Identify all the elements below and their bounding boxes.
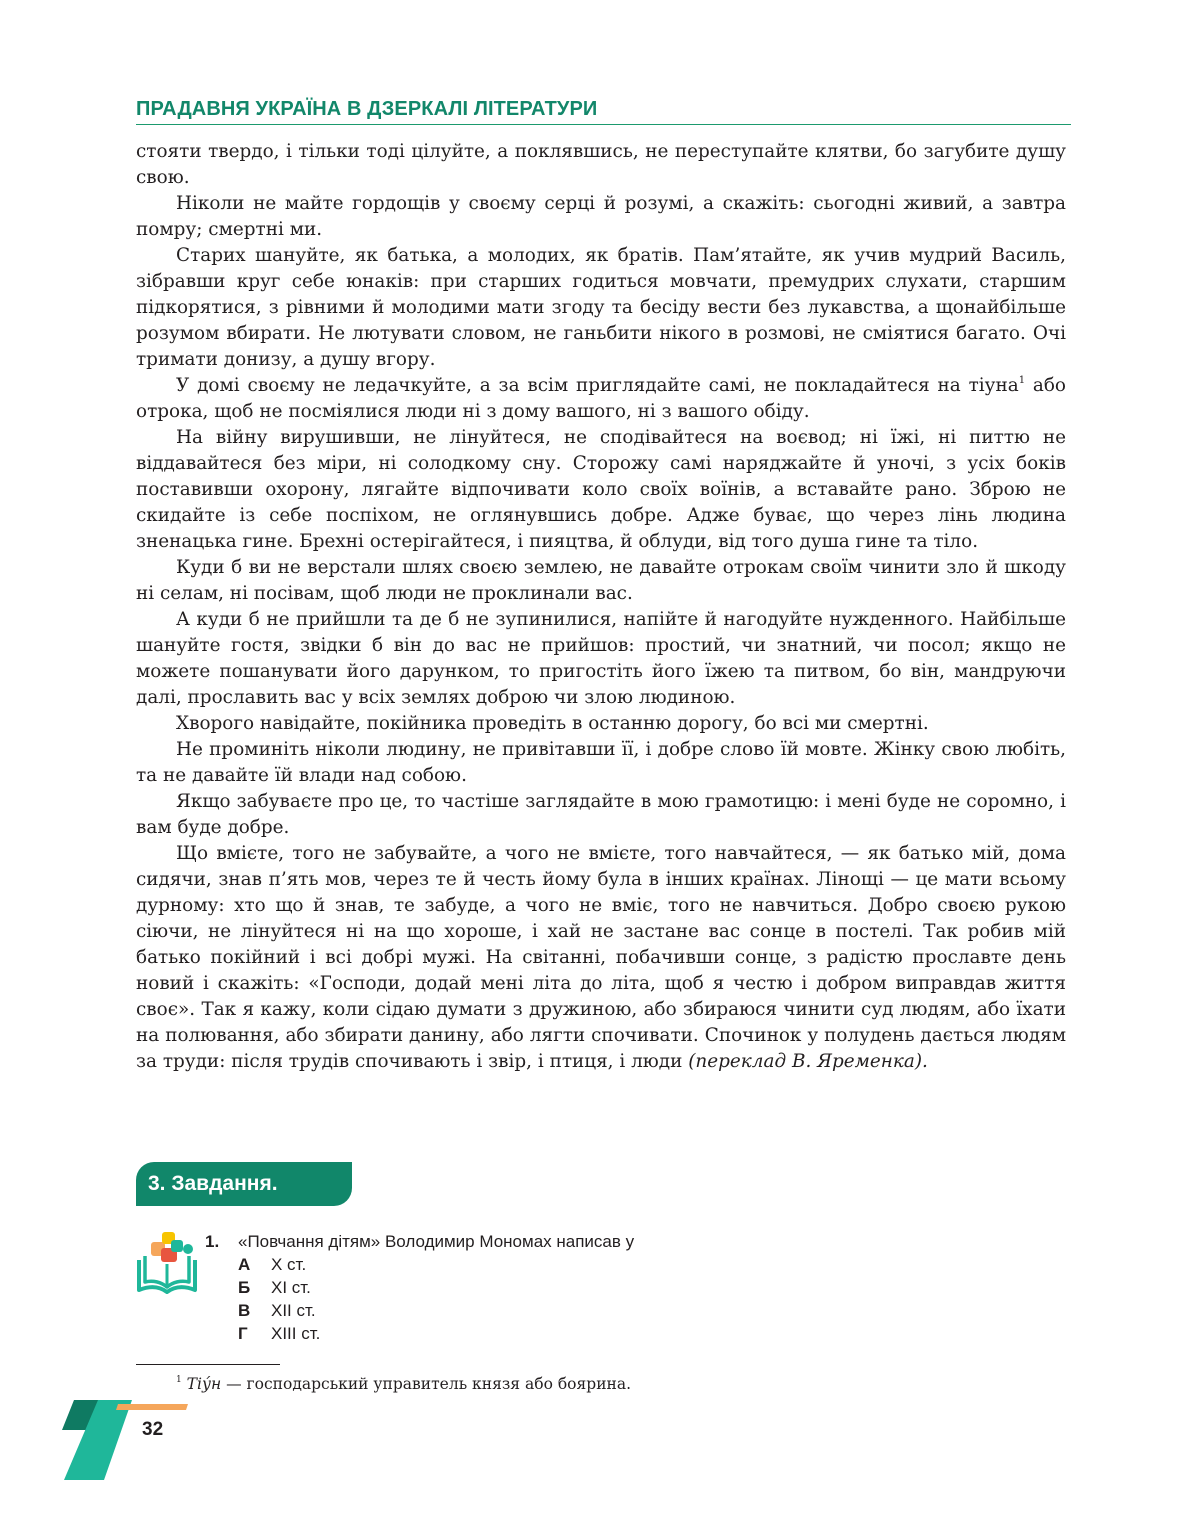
paragraph-11 [136, 841, 1066, 1075]
paragraph-6: Куди б ви не верстали шлях своєю землею, не давайте отрокам своїм чинити зло й шкоду ні селам, ні посівам, щоб люди не проклинали вас. [136, 557, 1066, 604]
option-text: Х ст. [271, 1255, 307, 1274]
running-header-title: ПРАДАВНЯ УКРАЇНА В ДЗЕРКАЛІ ЛІТЕРАТУРИ [136, 98, 598, 120]
main-text [136, 139, 1066, 1075]
running-header [136, 97, 1071, 125]
paragraph-4-part-2: або отрока, щоб не посміялися люди ні з дому вашого, ні з вашого обіду. [136, 375, 1066, 422]
paragraph-4-part-1: У домі своєму не ледачкуйте, а за всім приглядайте самі, не покладайтеся на тіуна [176, 375, 1019, 396]
footnote-mark: 1 [176, 1375, 182, 1385]
paragraph-5: На війну вирушивши, не лінуйтеся, не сподівайтеся на воєвод; ні їжі, ні питтю не віддавайтеся без міри, ні солодкому сну. Сторожу самі наряджайте й уночі, з усіх боків поставивши охорону, лягайте відпочивати коло своїх воїнів, а вставайте рано. Зброю не скидайте із себе поспіхом, не оглянувшись добре. Адже буває, що через лінь людина зненацька гине. Брехні остерігайтеся, і пияцтва, й облуди, від того душа гине та тіло. [136, 427, 1066, 552]
paragraph-7: А куди б не прийшли та де б не зупинилися, напійте й нагодуйте нужденного. Найбільше шануйте гостя, звідки б він до вас не прийшов: простий, чи знатний, чи посол; якщо не можете пошанувати його дарунком, то пригостіть його їжею та питвом, бо він, мандруючи далі, прославить вас у всіх землях доброю чи злою людиною. [136, 609, 1066, 708]
footnote-term: Тіу́н [186, 1375, 222, 1393]
paragraph-8: Хворого навідайте, покійника проведіть в останню дорогу, бо всі ми смертні. [176, 713, 929, 734]
answer-option [238, 1322, 320, 1345]
footnote [176, 1374, 631, 1394]
option-letter: Г [238, 1324, 248, 1343]
option-letter: В [238, 1301, 251, 1320]
paragraph-9: Не проминіть ніколи людину, не привітавши її, і добре слово їй мовте. Жінку свою любіть, та не давайте їй влади над собою. [136, 739, 1066, 786]
paragraph-1: стояти твердо, і тільки тоді цілуйте, а поклявшись, не переступайте клятви, бо загубите душу свою. [136, 141, 1066, 188]
footnote-divider [136, 1364, 280, 1365]
answer-option [238, 1299, 316, 1322]
task-number: 1. [205, 1232, 220, 1251]
page-number: 32 [142, 1419, 164, 1440]
option-letter: А [238, 1255, 251, 1274]
paragraph-10: Якщо забуваєте про це, то частіше заглядайте в мою грамотицю: і мені буде не соромно, і вам буде добре. [136, 791, 1066, 838]
option-text: ХІІ ст. [271, 1301, 316, 1320]
paragraph-11-text: Що вмієте, того не забувайте, а чого не вмієте, того навчайтеся, — як батько мій, дома сидячи, знав п’ять мов, через те й честь йому була в інших країнах. Лінощі — це мати всьому дурному: хто що й знав, те забуде, а чого не вміє, того не навчиться. Добро своєю рукою сіючи, не лінуйтеся ні на що хороше, і хай не застане вас сонце в постелі. Так робив мій батько покійний і всі добрі мужі. На світанні, побачивши сонце, з радістю прославте день новий і скажіть: «Господи, додай мені літа до літа, щоб я честю і добром виправдав життя своє». Так я кажу, коли сідаю думати з дружиною, або збираюся чинити суд людям, або їхати на полювання, або збирати данину, або лягти спочивати. Спочинок у полудень дається людям за труди: після трудів спочивають і звір, і птиця, і люди [136, 843, 1066, 1072]
book-icon [135, 1226, 199, 1296]
option-text: ХІІІ ст. [271, 1324, 321, 1343]
task-question: «Повчання дітям» Володимир Мономах написав у [238, 1232, 635, 1251]
translation-credit: (переклад В. Яременка). [688, 1051, 928, 1072]
answer-option [238, 1253, 306, 1276]
answer-option [238, 1276, 311, 1299]
paragraph-2: Ніколи не майте гордощів у своєму серці й розумі, а скажіть: сьогодні живий, а завтра помру; смертні ми. [136, 193, 1066, 240]
footnote-text: — господарський управитель князя або боярина. [221, 1375, 632, 1393]
option-letter: Б [238, 1278, 251, 1297]
option-text: ХІ ст. [271, 1278, 311, 1297]
footnote-reference: 1 [1018, 375, 1026, 386]
paragraph-4 [136, 373, 1066, 425]
paragraph-3: Старих шануйте, як батька, а молодих, як братів. Пам’ятайте, як учив мудрий Василь, зібравши круг себе юнаків: при старших годиться мовчати, премудрих слухати, старшим підкорятися, з рівними й молодими мати згоду та бесіду вести без лукавства, а щонайбільше розумом вбирати. Не лютувати словом, не ганьбити нікого в розмові, не сміятися багато. Очі тримати донизу, а душу вгору. [136, 245, 1066, 370]
page-corner-decoration [56, 1400, 196, 1480]
section-heading: 3. Завдання. [136, 1162, 352, 1206]
